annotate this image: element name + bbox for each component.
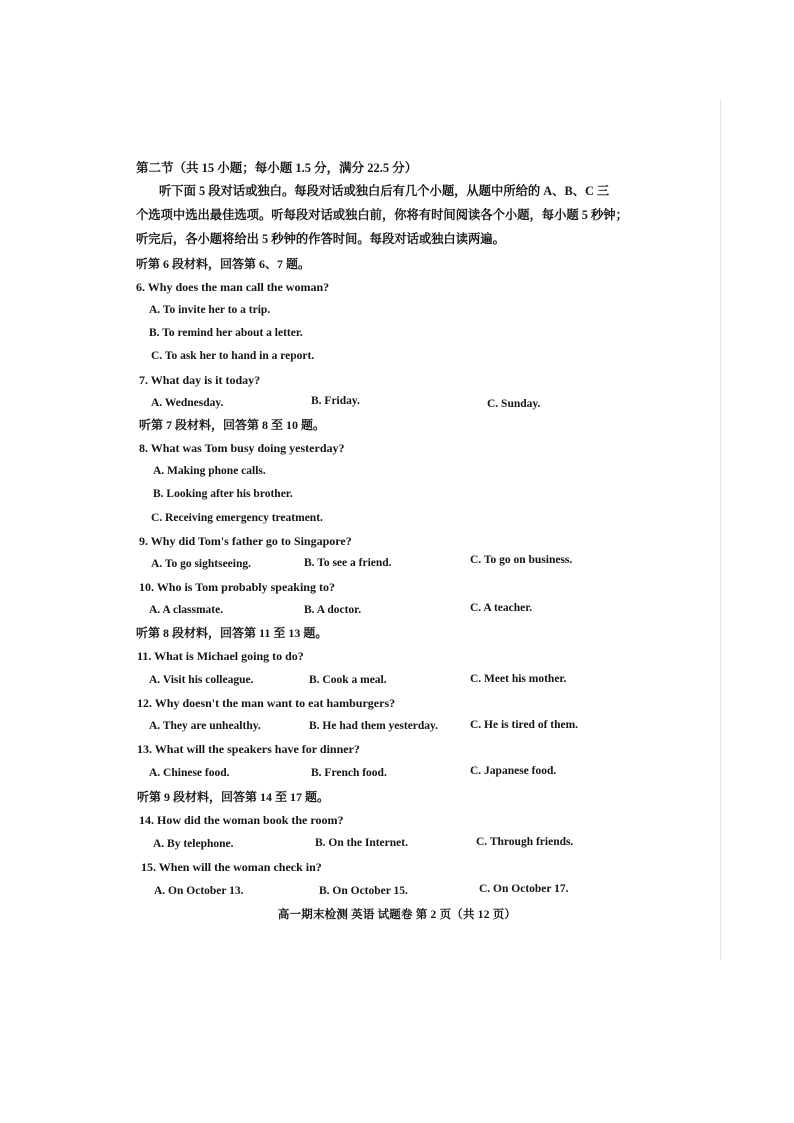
group-instruction: 听第 9 段材料，回答第 14 至 17 题。 <box>137 790 330 804</box>
question-stem: 8. What was Tom busy doing yesterday? <box>139 441 345 455</box>
question-stem: 13. What will the speakers have for dinner? <box>137 742 360 756</box>
scan-edge-line <box>720 100 721 960</box>
option-a: A. They are unhealthy. <box>149 720 261 732</box>
option-a: A. By telephone. <box>153 838 234 850</box>
option-c: C. Receiving emergency treatment. <box>151 512 323 524</box>
option-c: C. He is tired of them. <box>470 719 579 731</box>
option-a: A. A classmate. <box>149 604 224 616</box>
option-c: C. On October 17. <box>479 883 569 895</box>
option-a: A. Making phone calls. <box>153 465 266 477</box>
question-stem: 10. Who is Tom probably speaking to? <box>139 580 335 594</box>
section-intro-line-1: 听下面 5 段对话或独白。每段对话或独白后有几个小题，从题中所给的 A、B、C 三 <box>159 184 610 198</box>
option-a: A. Visit his colleague. <box>149 674 254 686</box>
question-stem: 7. What day is it today? <box>139 373 261 387</box>
section-intro-line-3: 听完后，各小题将给出 5 秒钟的作答时间。每段对话或独白读两遍。 <box>136 232 505 246</box>
section-intro-line-2: 个选项中选出最佳选项。听每段对话或独白前，你将有时间阅读各个小题，每小题 5 秒钟； <box>136 208 628 222</box>
option-b: B. French food. <box>311 767 387 779</box>
question-stem: 11. What is Michael going to do? <box>137 649 304 663</box>
option-b: B. Friday. <box>311 395 360 407</box>
option-c: C. A teacher. <box>470 602 533 614</box>
question-stem: 12. Why doesn't the man want to eat hamburgers? <box>137 696 396 710</box>
option-b: B. On October 15. <box>319 885 408 897</box>
page-footer: 高一期末检测 英语 试题卷 第 2 页（共 12 页） <box>277 909 517 921</box>
option-c: C. Meet his mother. <box>470 673 567 685</box>
option-b: B. To see a friend. <box>304 557 392 569</box>
option-b: B. To remind her about a letter. <box>149 327 303 339</box>
group-instruction: 听第 8 段材料，回答第 11 至 13 题。 <box>136 626 328 640</box>
option-a: A. To invite her to a trip. <box>149 304 271 316</box>
option-c: C. Through friends. <box>476 836 574 848</box>
option-c: C. Sunday. <box>487 398 541 410</box>
question-stem: 9. Why did Tom's father go to Singapore? <box>139 534 352 548</box>
option-a: A. Chinese food. <box>149 767 230 779</box>
option-c: C. To ask her to hand in a report. <box>151 350 315 362</box>
option-b: B. He had them yesterday. <box>309 720 439 732</box>
question-stem: 6. Why does the man call the woman? <box>136 280 330 294</box>
group-instruction: 听第 7 段材料，回答第 8 至 10 题。 <box>139 418 326 432</box>
option-c: C. Japanese food. <box>470 765 557 777</box>
option-b: B. On the Internet. <box>315 837 408 849</box>
option-c: C. To go on business. <box>470 554 573 566</box>
option-a: A. To go sightseeing. <box>151 558 252 570</box>
section-title: 第二节（共 15 小题；每小题 1.5 分，满分 22.5 分） <box>136 161 418 175</box>
group-instruction: 听第 6 段材料，回答第 6、7 题。 <box>136 257 311 271</box>
option-b: B. A doctor. <box>304 604 362 616</box>
option-b: B. Looking after his brother. <box>153 488 293 500</box>
question-stem: 14. How did the woman book the room? <box>139 813 344 827</box>
option-a: A. On October 13. <box>154 885 244 897</box>
question-stem: 15. When will the woman check in? <box>141 860 322 874</box>
option-a: A. Wednesday. <box>151 397 224 409</box>
option-b: B. Cook a meal. <box>309 674 387 686</box>
